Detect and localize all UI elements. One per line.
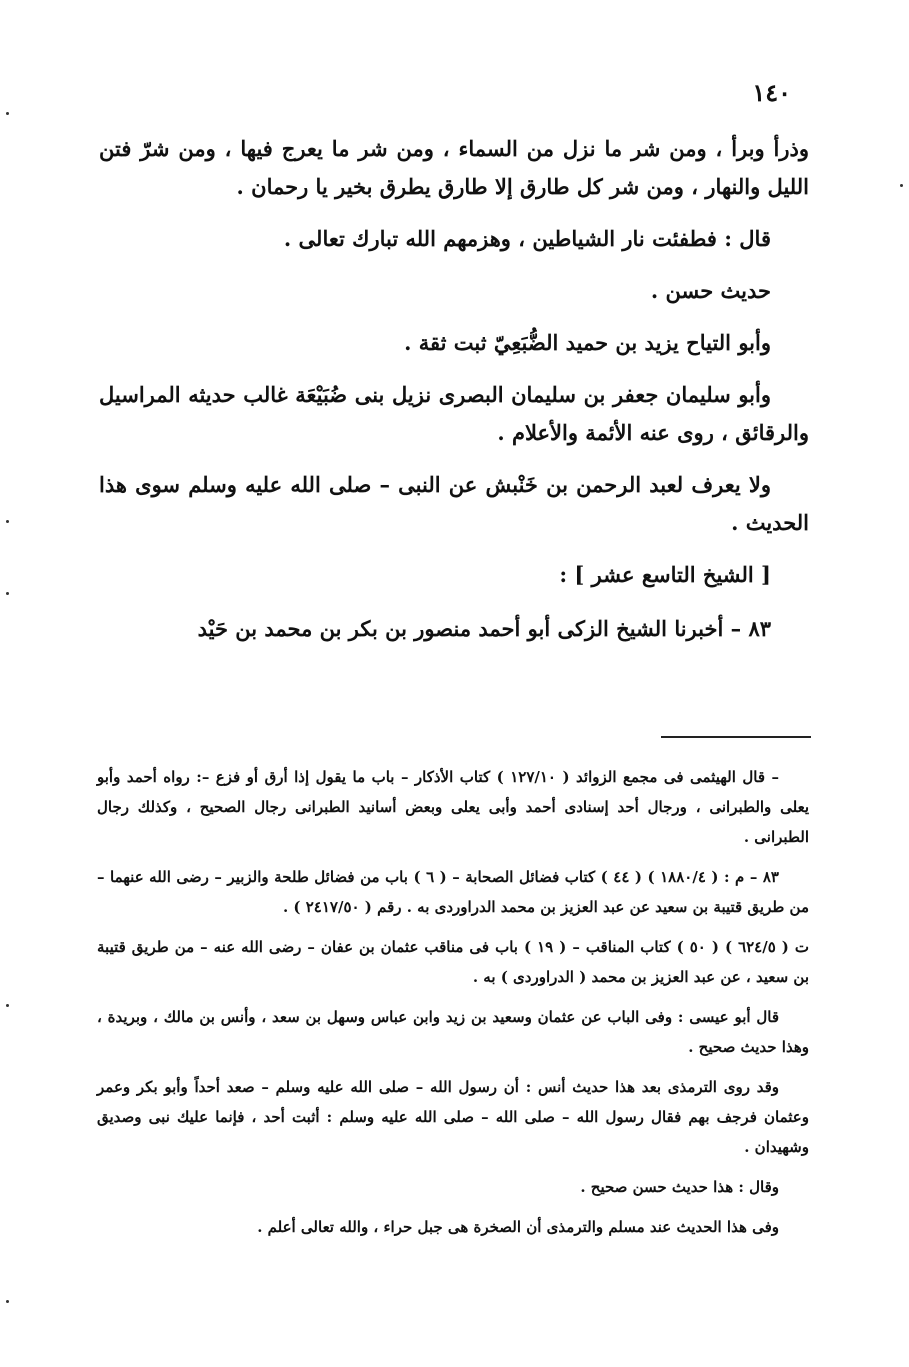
footnote-divider: [661, 736, 811, 738]
paragraph-1: وذرأ وبرأ ، ومن شر ما نزل من السماء ، ومن شر ما يعرج فيها ، ومن شرّ فتن الليل والنهار ، ومن شر كل طارق إلا طارق يطرق بخير يا رحمان .: [99, 136, 809, 199]
footnote-1: – قال الهيثمى فى مجمع الزوائد ( ١٢٧/١٠ ) كتاب الأذكار – باب ما يقول إذا أرق أو فزع –: رواه أحمد وأبو يعلى والطبرانى ، ورجال أحد إسنادى أحمد وأبى يعلى وبعض أسانيد الطبرانى رجال الصحيح ، وكذلك رجال الطبرانى .: [97, 768, 809, 846]
footnote-2: ٨٣ – م : ( ١٨٨٠/٤ ) ( ٤٤ ) كتاب فضائل الصحابة – ( ٦ ) باب من فضائل طلحة والزبير – رضى الله عنهما – من طريق قتيبة بن سعيد عن عبد العزيز بن محمد الدراوردى به . رقم ( ٢٤١٧/٥٠ ) .: [97, 868, 809, 916]
paragraph-2: قال : فطفئت نار الشياطين ، وهزمهم الله تبارك تعالى .: [283, 226, 771, 251]
main-text: [99, 130, 809, 662]
footnote-4: قال أبو عيسى : وفى الباب عن عثمان وسعيد بن زيد وابن عباس وسهل بن سعد ، وأنس بن مالك ، وبريدة ، وهذا حديث صحيح .: [97, 1008, 809, 1056]
footnotes: [97, 762, 809, 1252]
hadith-83-start: ٨٣ – أخبرنا الشيخ الزكى أبو أحمد منصور بن بكر بن محمد بن حَيْد: [197, 616, 771, 641]
paragraph-6: ولا يعرف لعبد الرحمن بن خَنْبش عن النبى – صلى الله عليه وسلم سوى هذا الحديث .: [99, 472, 809, 535]
paragraph-5: وأبو سليمان جعفر بن سليمان البصرى نزيل بنى ضُبَيْعَة غالب حديثه المراسيل والرقائق ، روى عنه الأئمة والأعلام .: [99, 382, 809, 445]
scan-speck: [6, 1004, 9, 1007]
footnote-3: ت ( ٦٢٤/٥ ) ( ٥٠ ) كتاب المناقب – ( ١٩ ) باب فى مناقب عثمان بن عفان – رضى الله عنه – من طريق قتيبة بن سعيد ، عن عبد العزيز بن محمد ( الدراوردى ) به .: [97, 938, 810, 986]
scan-speck: [6, 1300, 9, 1303]
scan-speck: [6, 592, 9, 595]
paragraph-4: وأبو التياح يزيد بن حميد الضُّبَعِيّ ثبت ثقة .: [404, 330, 771, 355]
footnote-6: وقال : هذا حديث حسن صحيح .: [580, 1178, 779, 1196]
page-number: ١٤٠: [752, 78, 791, 107]
scan-speck: [6, 520, 9, 523]
scan-speck: [900, 184, 903, 187]
footnote-7: وفى هذا الحديث عند مسلم والترمذى أن الصخرة هى جبل حراء ، والله تعالى أعلم .: [257, 1218, 779, 1236]
paragraph-3: حديث حسن .: [650, 278, 771, 303]
section-heading: [ الشيخ التاسع عشر ] :: [559, 562, 771, 587]
footnote-5: وقد روى الترمذى بعد هذا حديث أنس : أن رسول الله – صلى الله عليه وسلم – صعد أحداً وأبو بكر وعمر وعثمان فرجف بهم فقال رسول الله – صلى الله – صلى الله عليه وسلم : أثبت أحد ، فإنما عليك نبى وصديق وشهيدان .: [97, 1078, 809, 1156]
scan-speck: [6, 112, 9, 115]
